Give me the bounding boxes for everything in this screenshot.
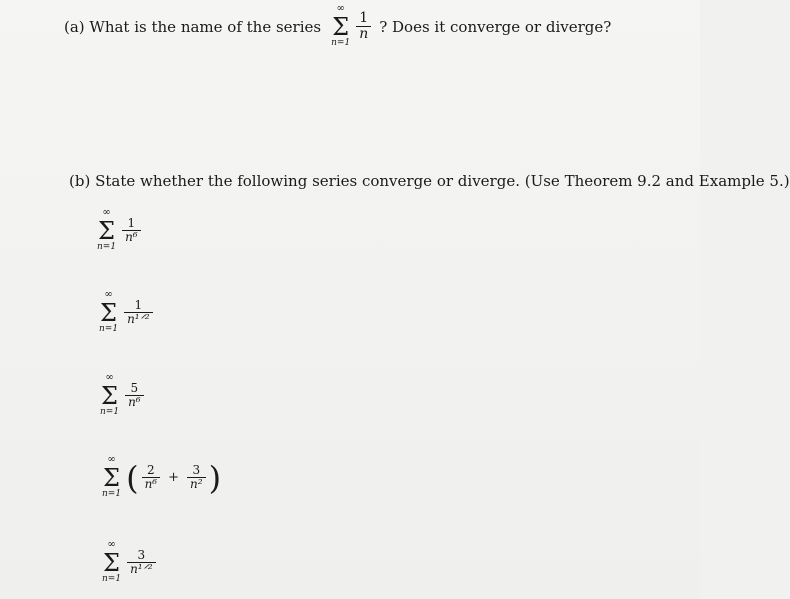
series-4-fraction-1	[142, 464, 161, 491]
sum-upper-limit: ∞	[107, 454, 116, 465]
sum-upper-limit: ∞	[336, 3, 345, 14]
part-a-fraction	[356, 11, 371, 43]
part-b-question	[69, 172, 790, 190]
series-5	[98, 540, 158, 585]
sigma-icon: Σ	[101, 382, 119, 410]
fraction-denominator: n¹ᐟ²	[124, 312, 152, 326]
sigma-icon: Σ	[98, 217, 116, 245]
part-a-question	[64, 4, 611, 49]
fraction-numerator: 1	[127, 215, 136, 230]
sum-lower-limit: n=1	[102, 489, 122, 499]
part-a-summation	[331, 4, 350, 49]
part-a-prefix: (a) What is the name of the series	[64, 17, 322, 36]
series-2-summation	[99, 290, 118, 335]
sigma-icon: Σ	[100, 299, 118, 327]
series-2	[95, 290, 155, 335]
series-1-summation	[97, 208, 116, 253]
fraction-denominator: n⁶	[142, 477, 161, 491]
sum-lower-limit: n=1	[100, 407, 120, 417]
series-4-summation	[102, 455, 121, 500]
series-3-summation	[100, 373, 119, 418]
fraction-numerator: 5	[130, 380, 139, 395]
left-paren: (	[126, 458, 139, 497]
plus-operator: +	[168, 470, 180, 485]
fraction-numerator: 1	[359, 9, 369, 26]
sum-upper-limit: ∞	[102, 207, 111, 218]
fraction-denominator: n⁶	[125, 395, 144, 409]
series-3	[96, 373, 146, 418]
series-4	[98, 455, 222, 500]
series-5-fraction	[127, 549, 155, 576]
fraction-denominator: n²	[187, 477, 206, 491]
sum-lower-limit: n=1	[331, 38, 351, 48]
sigma-icon: Σ	[103, 464, 121, 492]
series-5-summation	[102, 540, 121, 585]
part-a-suffix: ? Does it converge or diverge?	[379, 17, 612, 36]
sum-lower-limit: n=1	[99, 324, 119, 334]
part-b-text: (b) State whether the following series converge or diverge. (Use Theorem 9.2 and Example 5.)	[69, 172, 790, 190]
series-1-fraction	[122, 217, 141, 244]
sum-lower-limit: n=1	[102, 574, 122, 584]
series-4-fraction-2	[187, 464, 206, 491]
fraction-numerator: 2	[147, 462, 155, 477]
sigma-icon: Σ	[103, 549, 121, 577]
sum-upper-limit: ∞	[104, 289, 113, 300]
fraction-denominator: n	[356, 26, 371, 42]
series-1	[93, 208, 143, 253]
fraction-numerator: 1	[134, 297, 143, 312]
sum-upper-limit: ∞	[105, 372, 114, 383]
fraction-numerator: 3	[192, 462, 201, 477]
fraction-denominator: n¹ᐟ²	[127, 562, 155, 576]
fraction-numerator: 3	[137, 547, 146, 562]
series-2-fraction	[124, 299, 152, 326]
sigma-icon: Σ	[332, 13, 350, 41]
sum-lower-limit: n=1	[97, 242, 117, 252]
fraction-denominator: n⁶	[122, 230, 141, 244]
right-paren: )	[208, 458, 222, 497]
sum-upper-limit: ∞	[107, 539, 116, 550]
series-3-fraction	[125, 382, 144, 409]
